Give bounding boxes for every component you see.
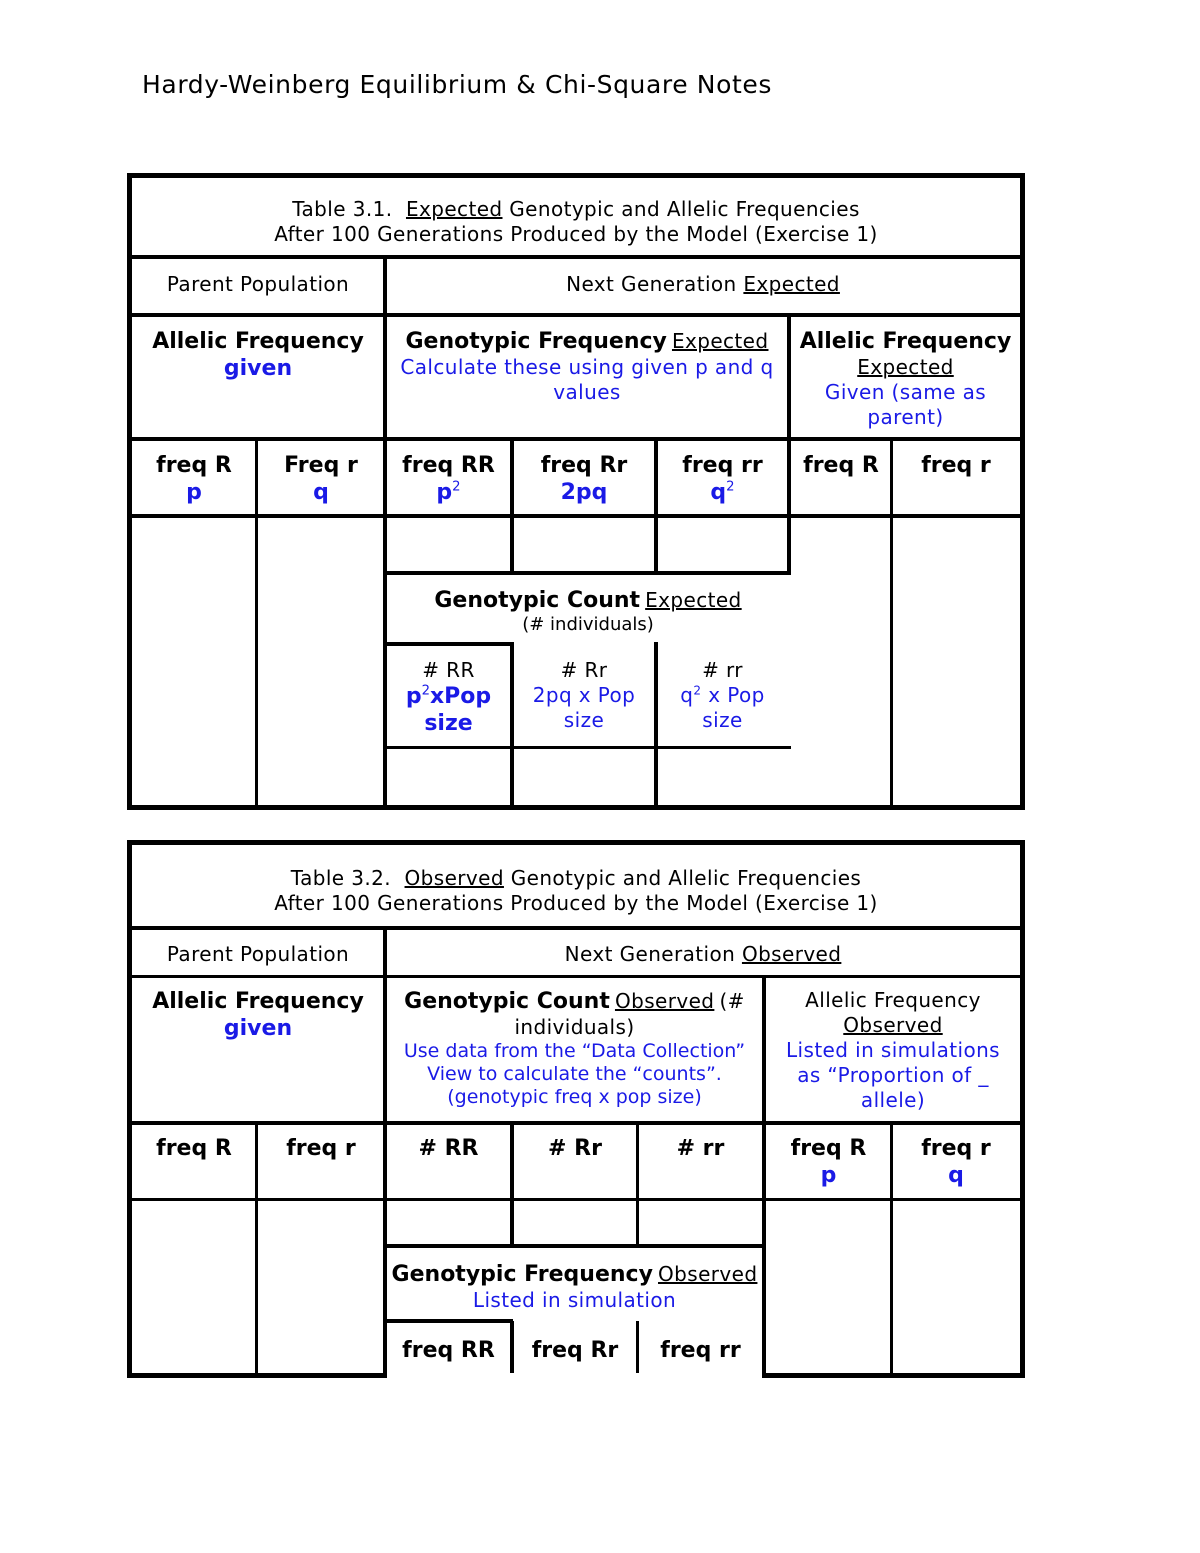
t2-listed-note: Listed in simulations as “Proportion of _ allele) [786, 1038, 1000, 1112]
t2-col-num-Rr [513, 1135, 637, 1162]
t1-col-freq-R2-label: freq R [803, 453, 879, 478]
t1-line [384, 571, 791, 575]
t2-caption-rest: Genotypic and Allelic Frequencies [510, 866, 862, 890]
t1-genotypic-frequency-label: Genotypic Frequency [405, 329, 667, 354]
t1-genotypic-frequency-expected [386, 328, 788, 405]
t2-observed-word-2: Observed [843, 1013, 943, 1037]
t1-line [384, 642, 513, 646]
t2-freq-Rr-label: freq Rr [531, 1338, 619, 1363]
t1-col-freq-Rr-label: freq Rr [540, 453, 628, 478]
t2-observed-word: Observed [614, 989, 715, 1013]
t1-col-Freq-r [258, 452, 384, 506]
t2-col-num-RR [386, 1135, 511, 1162]
t2-freq-Rr [513, 1337, 637, 1364]
t1-num-rr [657, 658, 788, 733]
t1-next-gen-label: Next Generation [566, 272, 737, 296]
t2-col-freq-R-label: freq R [156, 1136, 232, 1161]
t1-genotypic-count-label: Genotypic Count [434, 588, 641, 613]
t2-observed-word-3: Observed [658, 1262, 758, 1286]
t2-parent-population: Parent Population [166, 942, 350, 966]
t2-caption-word: Observed [404, 866, 504, 890]
t1-col-p: p [186, 480, 202, 505]
t1-next-generation [386, 272, 1020, 297]
t1-num-RR-label: # RR [422, 658, 475, 682]
t1-individuals-label: (# individuals) [522, 614, 654, 635]
t2-caption-line2: After 100 Generations Produced by the Model (Exercise 1) [274, 891, 878, 915]
t1-rr3-formula-sup: 2 [693, 683, 702, 698]
t2-listed-sim: Listed in simulation [472, 1288, 677, 1312]
t2-genotypic-count-observed [386, 988, 763, 1109]
t2-genotypic-frequency-label: Genotypic Frequency [391, 1262, 653, 1287]
t1-rr2-formula: 2pq x Pop size [532, 683, 636, 732]
t1-q2-base: q [710, 480, 727, 505]
t1-caption [132, 197, 1020, 247]
t1-genotypic-count-expected [386, 587, 790, 636]
t2-col-freq-r2-label: freq r [921, 1136, 991, 1161]
t1-rr-formula [390, 683, 507, 710]
t2-caption-prefix: Table 3.2. [290, 866, 392, 890]
t2-col-num-Rr-label: # Rr [548, 1136, 602, 1161]
t1-num-Rr [513, 658, 655, 733]
t1-caption-prefix: Table 3.1. [292, 197, 393, 221]
t2-genotypic-count-label: Genotypic Count [404, 989, 610, 1014]
t1-caption-line2: After 100 Generations Produced by the Model (Exercise 1) [274, 222, 878, 246]
t1-expected-word: Expected [671, 329, 769, 353]
t1-rr-formula-b: xPop [429, 684, 492, 709]
t1-col-freq-r2-label: freq r [921, 453, 991, 478]
t2-next-gen-word: Observed [741, 942, 842, 966]
t1-col-2pq: 2pq [560, 480, 608, 505]
t2-gen-count-rest-b: individuals) [514, 1015, 635, 1039]
t2-col-freq-R [132, 1135, 256, 1162]
t2-line [384, 1319, 513, 1323]
t1-given-same-note: Given (same as parent) [824, 380, 987, 429]
page-title: Hardy-Weinberg Equilibrium & Chi-Square Notes [142, 70, 772, 99]
t2-col-freq-r-label: freq r [286, 1136, 356, 1161]
t2-gen-count-rest-a: (# [719, 989, 745, 1013]
t2-col-num-RR-label: # RR [418, 1136, 479, 1161]
t1-rr-formula-a: p [405, 684, 422, 709]
t2-allelic-frequency-label: Allelic Frequency [152, 989, 364, 1014]
t1-q2-sup: 2 [726, 479, 735, 495]
t2-col-q: q [948, 1163, 964, 1188]
t1-col-freq-R-label: freq R [156, 453, 232, 478]
t1-line [890, 439, 893, 808]
t1-col-freq-R2 [791, 452, 891, 479]
t1-allelic-frequency-given [132, 328, 384, 382]
t2-freq-rr [638, 1337, 763, 1364]
t1-allelic-frequency-expected [791, 328, 1020, 430]
t2-allelic-frequency-given [132, 988, 384, 1042]
t1-col-freq-Rr [513, 452, 655, 506]
t2-bottom-gap [387, 1373, 762, 1379]
t2-col-num-rr [638, 1135, 763, 1162]
t1-p2-base: p [436, 480, 453, 505]
t1-col-freq-R [132, 452, 256, 506]
t1-col-freq-rr-label: freq rr [682, 453, 763, 478]
t1-calc-note: Calculate these using given p and q values [400, 355, 774, 404]
t2-line [384, 1244, 764, 1248]
t2-col-num-rr-label: # rr [676, 1136, 725, 1161]
t2-col-freq-r2 [892, 1135, 1020, 1189]
t1-caption-word: Expected [405, 197, 503, 221]
t2-freq-RR-label: freq RR [402, 1338, 495, 1363]
t2-genotypic-frequency-observed [386, 1261, 763, 1313]
t2-col-freq-R2-label: freq R [790, 1136, 867, 1161]
t2-allelic-frequency-obs-label: Allelic Frequency [805, 988, 981, 1012]
t2-next-generation [386, 942, 1020, 967]
t2-allelic-frequency-observed [766, 988, 1020, 1113]
t1-rr3-formula-a: q [680, 683, 694, 707]
t2-caption [132, 866, 1020, 916]
t2-col-p: p [820, 1163, 837, 1188]
t1-expected-word-3: Expected [645, 588, 742, 612]
t1-col-q: q [313, 480, 329, 505]
t1-col-Freq-r-label: Freq r [284, 453, 358, 478]
t1-allelic-frequency-exp-label: Allelic Frequency [799, 329, 1012, 354]
t2-col-freq-R2 [766, 1135, 891, 1189]
t1-p2-sup: 2 [452, 479, 461, 495]
t1-line [127, 313, 1025, 317]
t1-col-freq-RR-label: freq RR [402, 453, 495, 478]
t1-line [384, 746, 791, 749]
t1-rr-formula-c: size [424, 711, 473, 736]
t2-line [127, 975, 1025, 978]
t1-caption-rest: Genotypic and Allelic Frequencies [509, 197, 860, 221]
t1-num-rr-label: # rr [702, 658, 743, 682]
t1-num-Rr-label: # Rr [560, 658, 608, 682]
t1-line [127, 255, 1025, 259]
t1-rr3-formula-b: x Pop size [702, 683, 765, 732]
t1-col-freq-r2 [892, 452, 1020, 479]
t1-given-label: given [223, 356, 293, 381]
t1-col-freq-RR [386, 452, 511, 506]
t2-col-freq-r [258, 1135, 384, 1162]
t2-given-label: given [223, 1016, 293, 1041]
t1-col-freq-rr [657, 452, 788, 506]
t2-freq-rr-label: freq rr [660, 1338, 741, 1363]
t1-next-gen-word: Expected [743, 272, 840, 296]
t1-parent-population: Parent Population [166, 272, 350, 296]
t2-freq-RR [386, 1337, 511, 1364]
t2-next-gen-label: Next Generation [564, 942, 736, 966]
t2-line [127, 926, 1025, 930]
t1-rr-formula-sup: 2 [421, 683, 430, 699]
t1-expected-word-2: Expected [857, 355, 954, 379]
t1-rr3-formula [661, 683, 784, 733]
t2-use-data-note: Use data from the “Data Collection” View to calculate the “counts”. (genotypic freq x pop size) [403, 1040, 746, 1108]
t1-num-RR [386, 658, 511, 737]
t1-col-q2 [661, 479, 784, 506]
t1-col-p2 [390, 479, 507, 506]
t1-allelic-frequency-label: Allelic Frequency [152, 329, 364, 354]
